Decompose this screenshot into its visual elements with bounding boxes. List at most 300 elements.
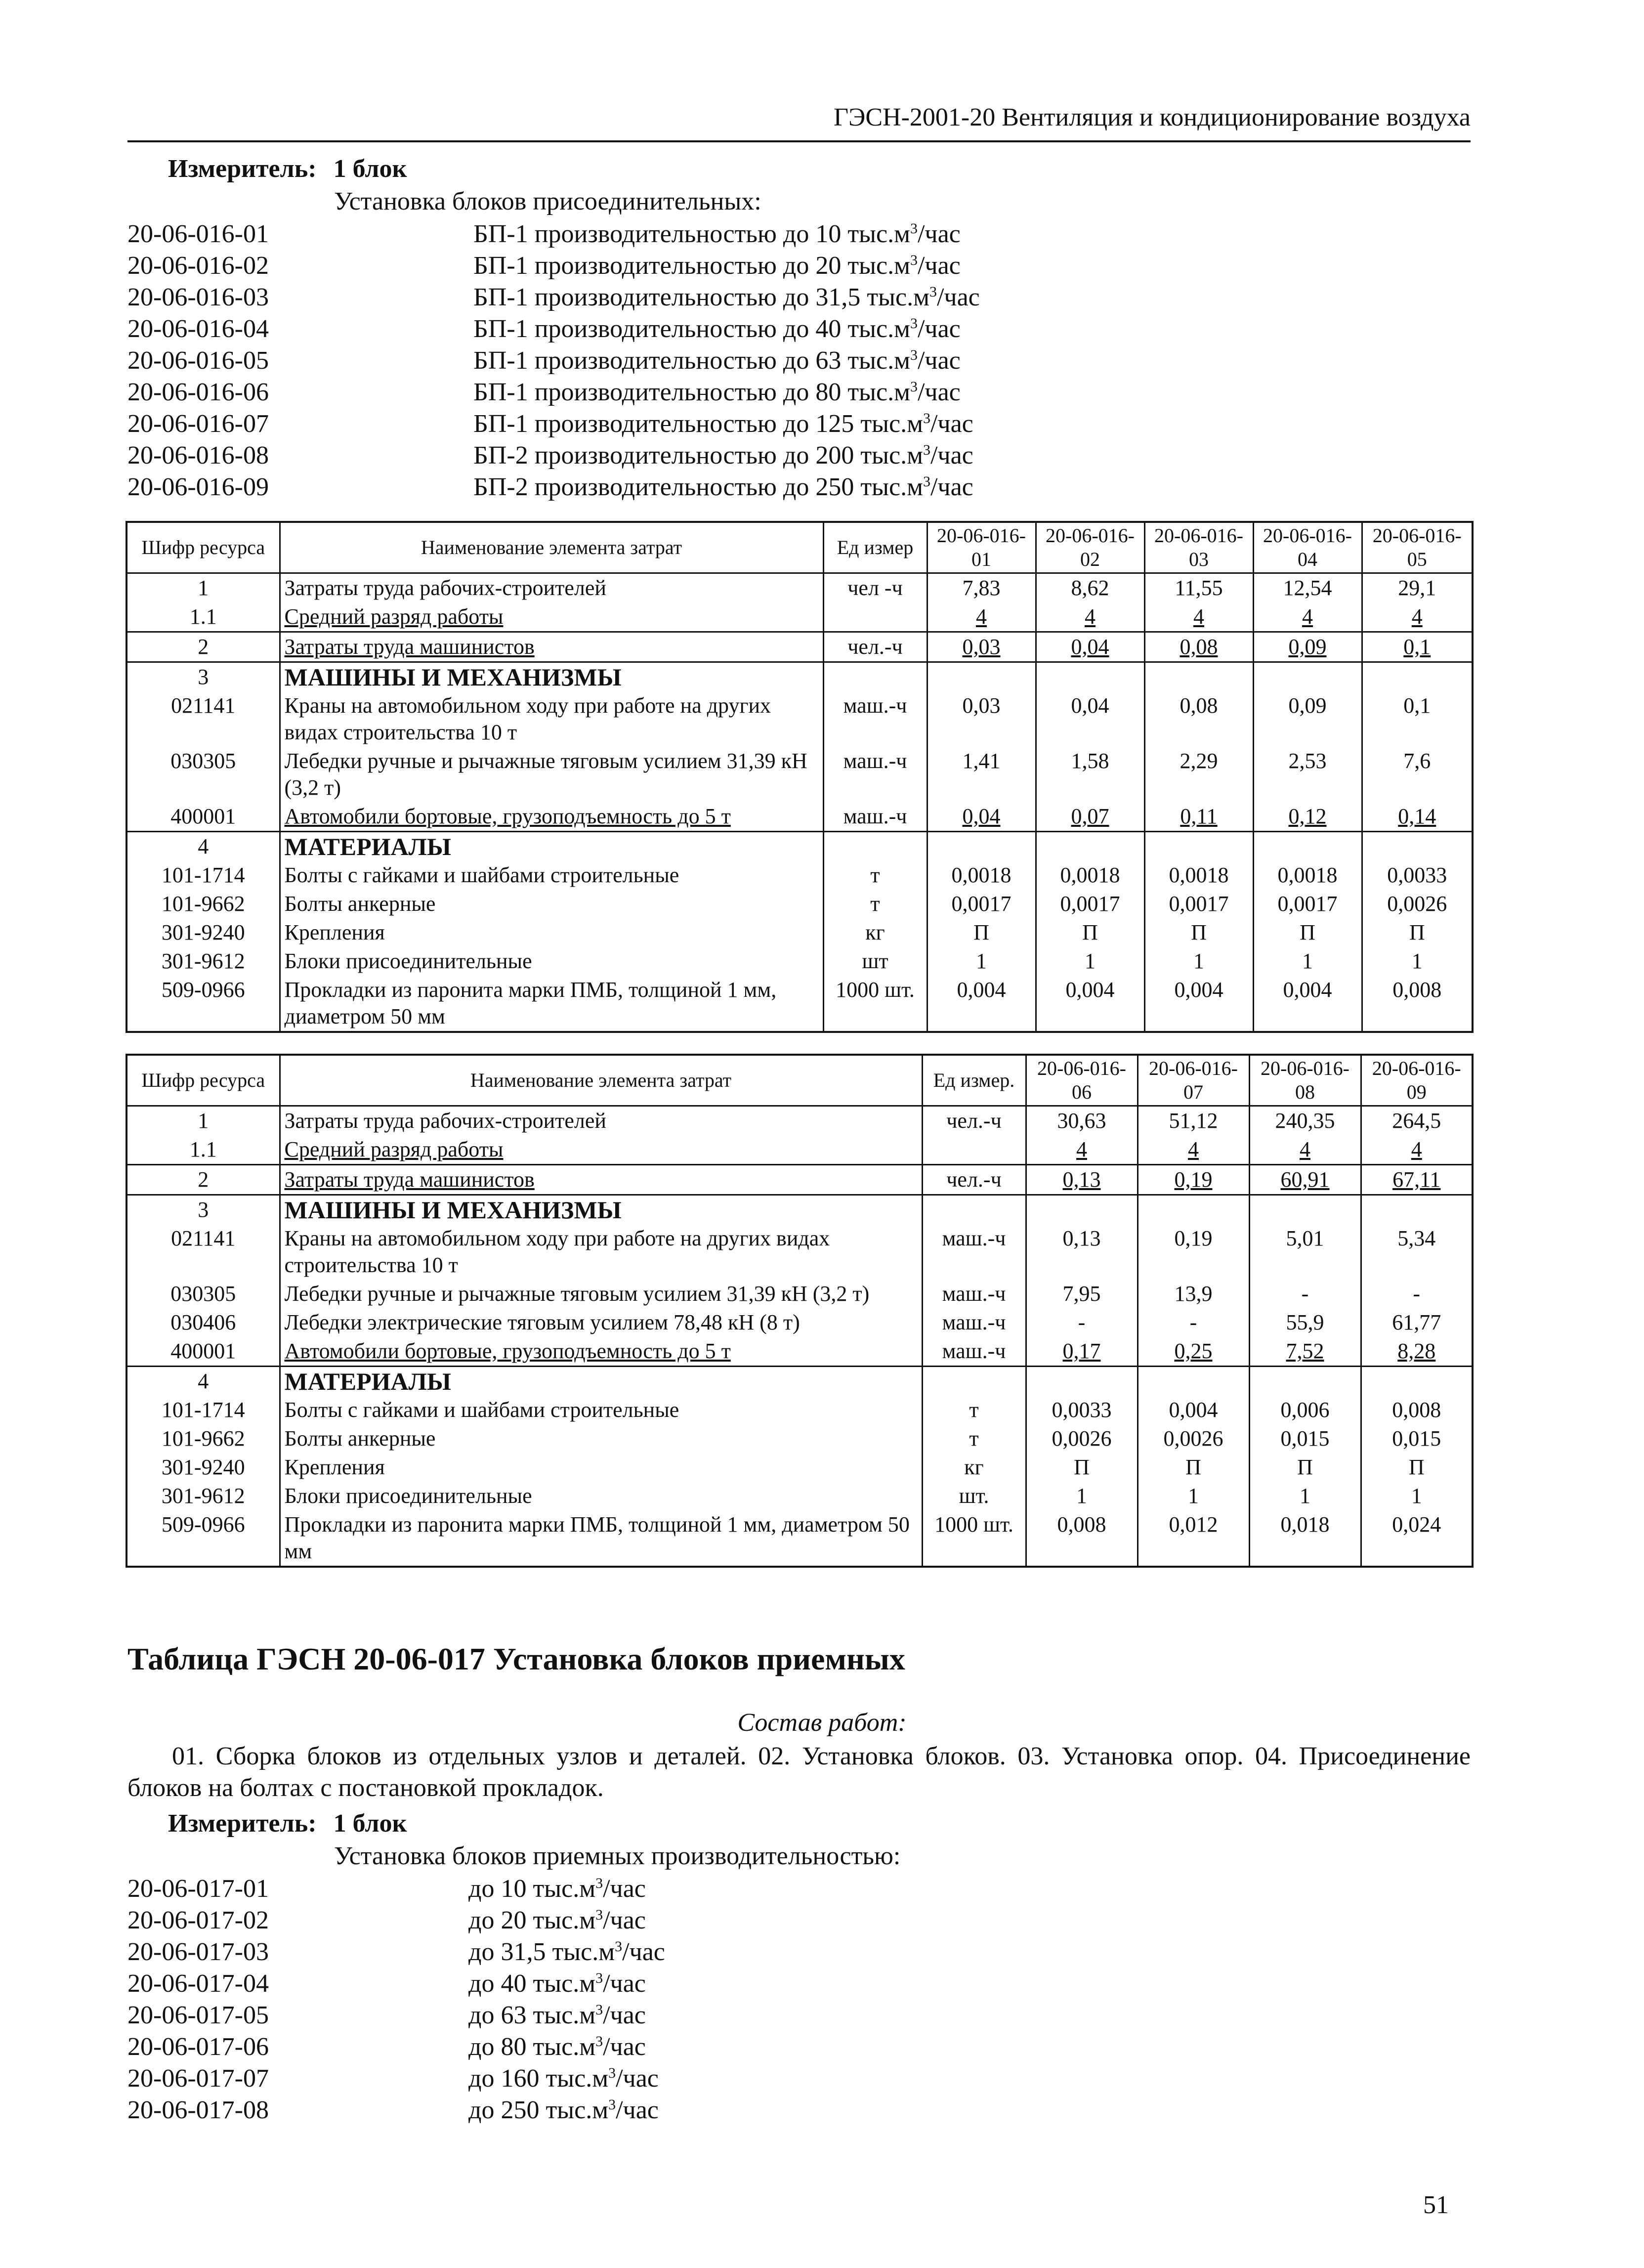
value-cell: 4: [1036, 602, 1144, 632]
value-cell: П: [1026, 1453, 1138, 1482]
cube-superscript: 3: [910, 315, 918, 332]
value-cell: -: [1249, 1280, 1361, 1308]
cube-superscript: 3: [595, 1970, 603, 1986]
unit-cell: шт: [823, 947, 927, 976]
item-unit: /час: [930, 410, 973, 438]
section-title: МАШИНЫ И МЕХАНИЗМЫ: [280, 1195, 922, 1225]
value-cell: 0,0017: [927, 890, 1036, 918]
value-cell: 0,0017: [1253, 890, 1362, 918]
resource-code: 301-9612: [126, 1482, 280, 1510]
value-cell: 0,19: [1138, 1165, 1249, 1195]
table-row: [126, 1424, 1473, 1453]
item-description: [365, 313, 1313, 345]
table-row: [126, 918, 1473, 947]
header-norm-code: 20-06-016-07: [1138, 1055, 1249, 1106]
header-norm-code: 20-06-016-02: [1036, 522, 1144, 573]
value-cell: 0,04: [927, 802, 1036, 832]
element-name: Краны на автомобильном ходу при работе на других видах строительства 10 т: [280, 691, 823, 747]
value-cell: 4: [1253, 602, 1362, 632]
cube-superscript: 3: [595, 1907, 603, 1923]
element-name: Затраты труда рабочих-строителей: [280, 573, 823, 603]
section-title: МАТЕРИАЛЫ: [280, 1367, 922, 1396]
item-code: 20-06-016-09: [127, 473, 269, 501]
table-row: [126, 1482, 1473, 1510]
table-row: [126, 1280, 1473, 1308]
item-text: до 250 тыс.м: [468, 2096, 609, 2124]
unit-cell: [823, 832, 927, 861]
value-cell: 240,35: [1249, 1106, 1361, 1136]
element-name: Краны на автомобильном ходу при работе на других видах строительства 10 т: [280, 1224, 922, 1280]
value-cell: П: [1036, 918, 1144, 947]
item-code: 20-06-016-03: [127, 283, 269, 311]
unit-cell: чел.-ч: [823, 632, 927, 662]
item-unit: /час: [917, 378, 961, 406]
element-name: Лебедки ручные и рычажные тяговым усилием 31,39 кН (3,2 т): [280, 1280, 922, 1308]
value-cell: 0,09: [1253, 632, 1362, 662]
value-cell: 4: [1361, 1135, 1473, 1165]
value-cell: 0,0033: [1026, 1396, 1138, 1424]
unit-cell: чел.-ч: [922, 1106, 1026, 1136]
item-code: 20-06-016-06: [127, 378, 269, 406]
value-cell: 4: [1144, 602, 1253, 632]
value-cell: 1: [1361, 1482, 1473, 1510]
header-norm-code: 20-06-016-03: [1144, 522, 1253, 573]
table-row: [126, 1337, 1473, 1367]
section-row: [126, 1195, 1473, 1225]
value-cell: 0,0026: [1362, 890, 1473, 918]
item-text: до 31,5 тыс.м: [468, 1938, 615, 1966]
resource-code: 400001: [126, 1337, 280, 1367]
item-unit: /час: [603, 1906, 646, 1934]
code-list-017: [127, 1873, 1308, 2126]
measure-value: 1 блок: [333, 155, 407, 183]
item-code: 20-06-017-05: [127, 2001, 269, 2029]
cube-superscript: 3: [595, 1875, 603, 1891]
cube-superscript: 3: [910, 347, 918, 363]
cube-superscript: 3: [615, 1938, 623, 1955]
table-row: [126, 802, 1473, 832]
value-cell: П: [927, 918, 1036, 947]
resource-code: 509-0966: [126, 976, 280, 1032]
value-cell: [1026, 1367, 1138, 1396]
item-description: [365, 471, 1313, 503]
header-norm-code: 20-06-016-01: [927, 522, 1036, 573]
item-unit: /час: [616, 2064, 659, 2093]
resource-code: 2: [126, 1165, 280, 1195]
item-text: до 20 тыс.м: [468, 1906, 596, 1934]
resource-code: 509-0966: [126, 1510, 280, 1567]
item-description: [365, 250, 1313, 282]
value-cell: 7,95: [1026, 1280, 1138, 1308]
value-cell: П: [1144, 918, 1253, 947]
resource-code: 021141: [126, 1224, 280, 1280]
table-row: [126, 602, 1473, 632]
unit-cell: т: [922, 1424, 1026, 1453]
element-name: Блоки присоединительные: [280, 947, 823, 976]
value-cell: П: [1361, 1453, 1473, 1482]
section-title: МАТЕРИАЛЫ: [280, 832, 823, 861]
code-list-item: [127, 1873, 1308, 1905]
value-cell: 1: [1138, 1482, 1249, 1510]
table-017-title: Таблица ГЭСН 20-06-017 Установка блоков приемных: [127, 1641, 905, 1676]
element-name: Автомобили бортовые, грузоподъемность до 5 т: [280, 802, 823, 832]
item-text: до 40 тыс.м: [468, 1969, 596, 1998]
item-code: 20-06-016-04: [127, 315, 269, 343]
element-name: Прокладки из паронита марки ПМБ, толщиной 1 мм, диаметром 50 мм: [280, 976, 823, 1032]
item-unit: /час: [930, 441, 973, 470]
element-name: Крепления: [280, 1453, 922, 1482]
item-unit: /час: [917, 252, 961, 280]
element-name: Лебедки ручные и рычажные тяговым усилием 31,39 кН (3,2 т): [280, 747, 823, 802]
item-description: [365, 1905, 1308, 1936]
value-cell: 8,28: [1361, 1337, 1473, 1367]
value-cell: 30,63: [1026, 1106, 1138, 1136]
code-list-item: [127, 2063, 1308, 2095]
value-cell: 1: [1362, 947, 1473, 976]
resource-code: 101-9662: [126, 890, 280, 918]
value-cell: [1253, 832, 1362, 861]
item-description: [365, 377, 1313, 408]
resource-code: 400001: [126, 802, 280, 832]
resource-table-016-06-09: [126, 1054, 1474, 1568]
section-row: [126, 662, 1473, 692]
unit-cell: маш.-ч: [823, 691, 927, 747]
item-code: 20-06-017-08: [127, 2096, 269, 2124]
value-cell: [1362, 832, 1473, 861]
resource-code: 1: [126, 1106, 280, 1136]
header-unit: Ед измер: [823, 522, 927, 573]
value-cell: 0,04: [1036, 632, 1144, 662]
section-row: [126, 1367, 1473, 1396]
value-cell: 0,0018: [1253, 861, 1362, 890]
cube-superscript: 3: [929, 284, 937, 300]
element-name: Болты с гайками и шайбами строительные: [280, 861, 823, 890]
value-cell: [1036, 832, 1144, 861]
value-cell: 1: [1144, 947, 1253, 976]
unit-cell: шт.: [922, 1482, 1026, 1510]
item-code: 20-06-016-08: [127, 441, 269, 470]
value-cell: 67,11: [1361, 1165, 1473, 1195]
item-description: [365, 2063, 1308, 2095]
value-cell: 0,11: [1144, 802, 1253, 832]
item-description: [365, 1873, 1308, 1905]
value-cell: 1,41: [927, 747, 1036, 802]
value-cell: 1: [1036, 947, 1144, 976]
value-cell: [1361, 1195, 1473, 1225]
cube-superscript: 3: [910, 379, 918, 395]
code-list-item: [127, 250, 1313, 282]
code-list-item: [127, 218, 1313, 250]
item-code: 20-06-016-07: [127, 410, 269, 438]
unit-cell: т: [823, 861, 927, 890]
value-cell: 13,9: [1138, 1280, 1249, 1308]
item-description: [365, 218, 1313, 250]
table-row: [126, 1396, 1473, 1424]
cube-superscript: 3: [595, 2033, 603, 2050]
cube-superscript: 3: [595, 2002, 603, 2018]
measure-label: Измеритель:: [168, 155, 317, 183]
unit-cell: кг: [823, 918, 927, 947]
cube-superscript: 3: [910, 252, 918, 268]
value-cell: 0,004: [1144, 976, 1253, 1032]
cube-superscript: 3: [923, 410, 930, 427]
table-row: [126, 1308, 1473, 1337]
table-row: [126, 1453, 1473, 1482]
unit-cell: маш.-ч: [922, 1308, 1026, 1337]
resource-code: 301-9240: [126, 1453, 280, 1482]
item-description: [365, 1936, 1308, 1968]
table-row: [126, 1224, 1473, 1280]
cube-superscript: 3: [608, 2065, 616, 2081]
element-name: Болты с гайками и шайбами строительные: [280, 1396, 922, 1424]
code-list-item: [127, 282, 1313, 313]
element-name: Затраты труда рабочих-строителей: [280, 1106, 922, 1136]
value-cell: 0,1: [1362, 691, 1473, 747]
value-cell: 0,018: [1249, 1510, 1361, 1567]
value-cell: 29,1: [1362, 573, 1473, 603]
value-cell: 4: [1249, 1135, 1361, 1165]
value-cell: 1: [1249, 1482, 1361, 1510]
unit-cell: [922, 1135, 1026, 1165]
element-name: Болты анкерные: [280, 1424, 922, 1453]
unit-cell: 1000 шт.: [922, 1510, 1026, 1567]
value-cell: 5,34: [1361, 1224, 1473, 1280]
item-unit: /час: [917, 315, 961, 343]
value-cell: 0,0018: [927, 861, 1036, 890]
value-cell: 8,62: [1036, 573, 1144, 603]
resource-code: 1.1: [126, 1135, 280, 1165]
resource-code: 3: [126, 662, 280, 692]
value-cell: -: [1026, 1308, 1138, 1337]
resource-code: 101-1714: [126, 1396, 280, 1424]
value-cell: [1144, 662, 1253, 692]
value-cell: 0,14: [1362, 802, 1473, 832]
table-row: [126, 1510, 1473, 1567]
table-row: [126, 861, 1473, 890]
code-list-item: [127, 440, 1313, 471]
resource-code: 030305: [126, 1280, 280, 1308]
measure-value: 1 блок: [333, 1809, 407, 1838]
value-cell: 2,29: [1144, 747, 1253, 802]
item-unit: /час: [616, 2096, 659, 2124]
resource-code: 301-9240: [126, 918, 280, 947]
section-title: МАШИНЫ И МЕХАНИЗМЫ: [280, 662, 823, 692]
value-cell: 0,004: [1036, 976, 1144, 1032]
value-cell: П: [1253, 918, 1362, 947]
cube-superscript: 3: [923, 442, 930, 458]
item-text: БП-2 производительностью до 250 тыс.м: [473, 473, 923, 501]
code-list-item: [127, 2095, 1308, 2126]
unit-cell: т: [922, 1396, 1026, 1424]
value-cell: [1361, 1367, 1473, 1396]
element-name: Средний разряд работы: [280, 1135, 922, 1165]
header-norm-code: 20-06-016-09: [1361, 1055, 1473, 1106]
intro-017: Установка блоков приемных производительностью:: [334, 1842, 901, 1870]
measure-line-017: [168, 1809, 407, 1838]
resource-code: 101-9662: [126, 1424, 280, 1453]
unit-cell: маш.-ч: [922, 1224, 1026, 1280]
value-cell: П: [1249, 1453, 1361, 1482]
value-cell: 0,03: [927, 632, 1036, 662]
item-text: БП-1 производительностью до 20 тыс.м: [473, 252, 910, 280]
value-cell: [927, 832, 1036, 861]
item-text: БП-1 производительностью до 10 тыс.м: [473, 220, 910, 248]
resource-code: 301-9612: [126, 947, 280, 976]
item-code: 20-06-016-01: [127, 220, 269, 248]
value-cell: 0,09: [1253, 691, 1362, 747]
resource-code: 2: [126, 632, 280, 662]
value-cell: 4: [927, 602, 1036, 632]
value-cell: 7,52: [1249, 1337, 1361, 1367]
item-text: до 63 тыс.м: [468, 2001, 596, 2029]
element-name: Затраты труда машинистов: [280, 632, 823, 662]
code-list-item: [127, 1968, 1308, 2000]
item-text: до 80 тыс.м: [468, 2033, 596, 2061]
value-cell: 12,54: [1253, 573, 1362, 603]
code-list-item: [127, 345, 1313, 377]
item-description: [365, 282, 1313, 313]
value-cell: 0,08: [1144, 691, 1253, 747]
value-cell: 0,0018: [1144, 861, 1253, 890]
value-cell: 0,1: [1362, 632, 1473, 662]
element-name: Блоки присоединительные: [280, 1482, 922, 1510]
unit-cell: маш.-ч: [922, 1337, 1026, 1367]
value-cell: 0,0018: [1036, 861, 1144, 890]
measure-line-016: [168, 154, 407, 183]
unit-cell: т: [823, 890, 927, 918]
value-cell: 0,004: [1253, 976, 1362, 1032]
value-cell: П: [1138, 1453, 1249, 1482]
item-code: 20-06-017-04: [127, 1969, 269, 1998]
value-cell: 60,91: [1249, 1165, 1361, 1195]
code-list-016: [127, 218, 1313, 503]
value-cell: 0,004: [927, 976, 1036, 1032]
item-code: 20-06-017-03: [127, 1938, 269, 1966]
value-cell: -: [1138, 1308, 1249, 1337]
section-row: [126, 832, 1473, 861]
resource-code: 1.1: [126, 602, 280, 632]
item-description: [365, 440, 1313, 471]
work-composition-heading: Состав работ:: [737, 1709, 907, 1737]
value-cell: 0,07: [1036, 802, 1144, 832]
value-cell: [1253, 662, 1362, 692]
value-cell: 0,024: [1361, 1510, 1473, 1567]
item-description: [365, 2000, 1308, 2031]
unit-cell: [823, 602, 927, 632]
unit-cell: маш.-ч: [823, 747, 927, 802]
table-row: [126, 573, 1473, 603]
value-cell: 0,25: [1138, 1337, 1249, 1367]
item-code: 20-06-016-02: [127, 252, 269, 280]
item-code: 20-06-017-07: [127, 2064, 269, 2093]
item-unit: /час: [603, 2001, 646, 2029]
code-list-item: [127, 2000, 1308, 2031]
table-row: [126, 1106, 1473, 1136]
item-code: 20-06-017-02: [127, 1906, 269, 1934]
value-cell: [927, 662, 1036, 692]
unit-cell: чел -ч: [823, 573, 927, 603]
value-cell: 55,9: [1249, 1308, 1361, 1337]
item-text: БП-1 производительностью до 31,5 тыс.м: [473, 283, 929, 311]
value-cell: 0,13: [1026, 1165, 1138, 1195]
value-cell: 0,008: [1026, 1510, 1138, 1567]
unit-cell: [922, 1367, 1026, 1396]
value-cell: 0,12: [1253, 802, 1362, 832]
element-name: Средний разряд работы: [280, 602, 823, 632]
header-resource-code: Шифр ресурса: [126, 522, 280, 573]
cube-superscript: 3: [608, 2097, 616, 2113]
page-number: 51: [1423, 2191, 1449, 2219]
header-unit: Ед измер.: [922, 1055, 1026, 1106]
item-unit: /час: [917, 220, 961, 248]
item-description: [365, 2095, 1308, 2126]
value-cell: 1: [1253, 947, 1362, 976]
item-text: БП-1 производительностью до 63 тыс.м: [473, 346, 910, 375]
table-row: [126, 1165, 1473, 1195]
resource-code: 021141: [126, 691, 280, 747]
item-description: [365, 1968, 1308, 2000]
table-row: [126, 747, 1473, 802]
value-cell: [1138, 1195, 1249, 1225]
resource-code: 101-1714: [126, 861, 280, 890]
intro-016: Установка блоков присоединительных:: [334, 187, 761, 215]
item-unit: /час: [603, 2033, 646, 2061]
item-text: БП-1 производительностью до 40 тыс.м: [473, 315, 910, 343]
value-cell: 4: [1026, 1135, 1138, 1165]
header-norm-code: 20-06-016-06: [1026, 1055, 1138, 1106]
unit-cell: 1000 шт.: [823, 976, 927, 1032]
element-name: Затраты труда машинистов: [280, 1165, 922, 1195]
measure-label: Измеритель:: [168, 1809, 317, 1838]
item-unit: /час: [603, 1875, 646, 1903]
value-cell: [1249, 1367, 1361, 1396]
value-cell: 11,55: [1144, 573, 1253, 603]
value-cell: 0,006: [1249, 1396, 1361, 1424]
value-cell: [1138, 1367, 1249, 1396]
code-list-item: [127, 377, 1313, 408]
item-unit: /час: [603, 1969, 646, 1998]
value-cell: 61,77: [1361, 1308, 1473, 1337]
item-text: до 160 тыс.м: [468, 2064, 609, 2093]
value-cell: 0,17: [1026, 1337, 1138, 1367]
value-cell: 264,5: [1361, 1106, 1473, 1136]
value-cell: 0,004: [1138, 1396, 1249, 1424]
item-description: [365, 408, 1313, 440]
item-code: 20-06-017-01: [127, 1875, 269, 1903]
item-unit: /час: [917, 346, 961, 375]
work-composition-text: 01. Сборка блоков из отдельных узлов и деталей. 02. Установка блоков. 03. Установка опор. 04. Присоединение блоков на болтах с постановкой прокладок.: [127, 1742, 1471, 1802]
code-list-item: [127, 408, 1313, 440]
resource-code: 4: [126, 832, 280, 861]
unit-cell: кг: [922, 1453, 1026, 1482]
value-cell: 0,0017: [1144, 890, 1253, 918]
value-cell: 1: [1026, 1482, 1138, 1510]
resource-code: 1: [126, 573, 280, 603]
resource-code: 030305: [126, 747, 280, 802]
resource-table-016-01-05: [126, 521, 1474, 1033]
value-cell: 0,008: [1362, 976, 1473, 1032]
table-row: [126, 947, 1473, 976]
item-unit: /час: [622, 1938, 665, 1966]
table-row: [126, 976, 1473, 1032]
table-row: [126, 1135, 1473, 1165]
value-cell: 0,19: [1138, 1224, 1249, 1280]
resource-code: 030406: [126, 1308, 280, 1337]
value-cell: [1026, 1195, 1138, 1225]
unit-cell: маш.-ч: [823, 802, 927, 832]
table-row: [126, 890, 1473, 918]
item-text: БП-1 производительностью до 80 тыс.м: [473, 378, 910, 406]
